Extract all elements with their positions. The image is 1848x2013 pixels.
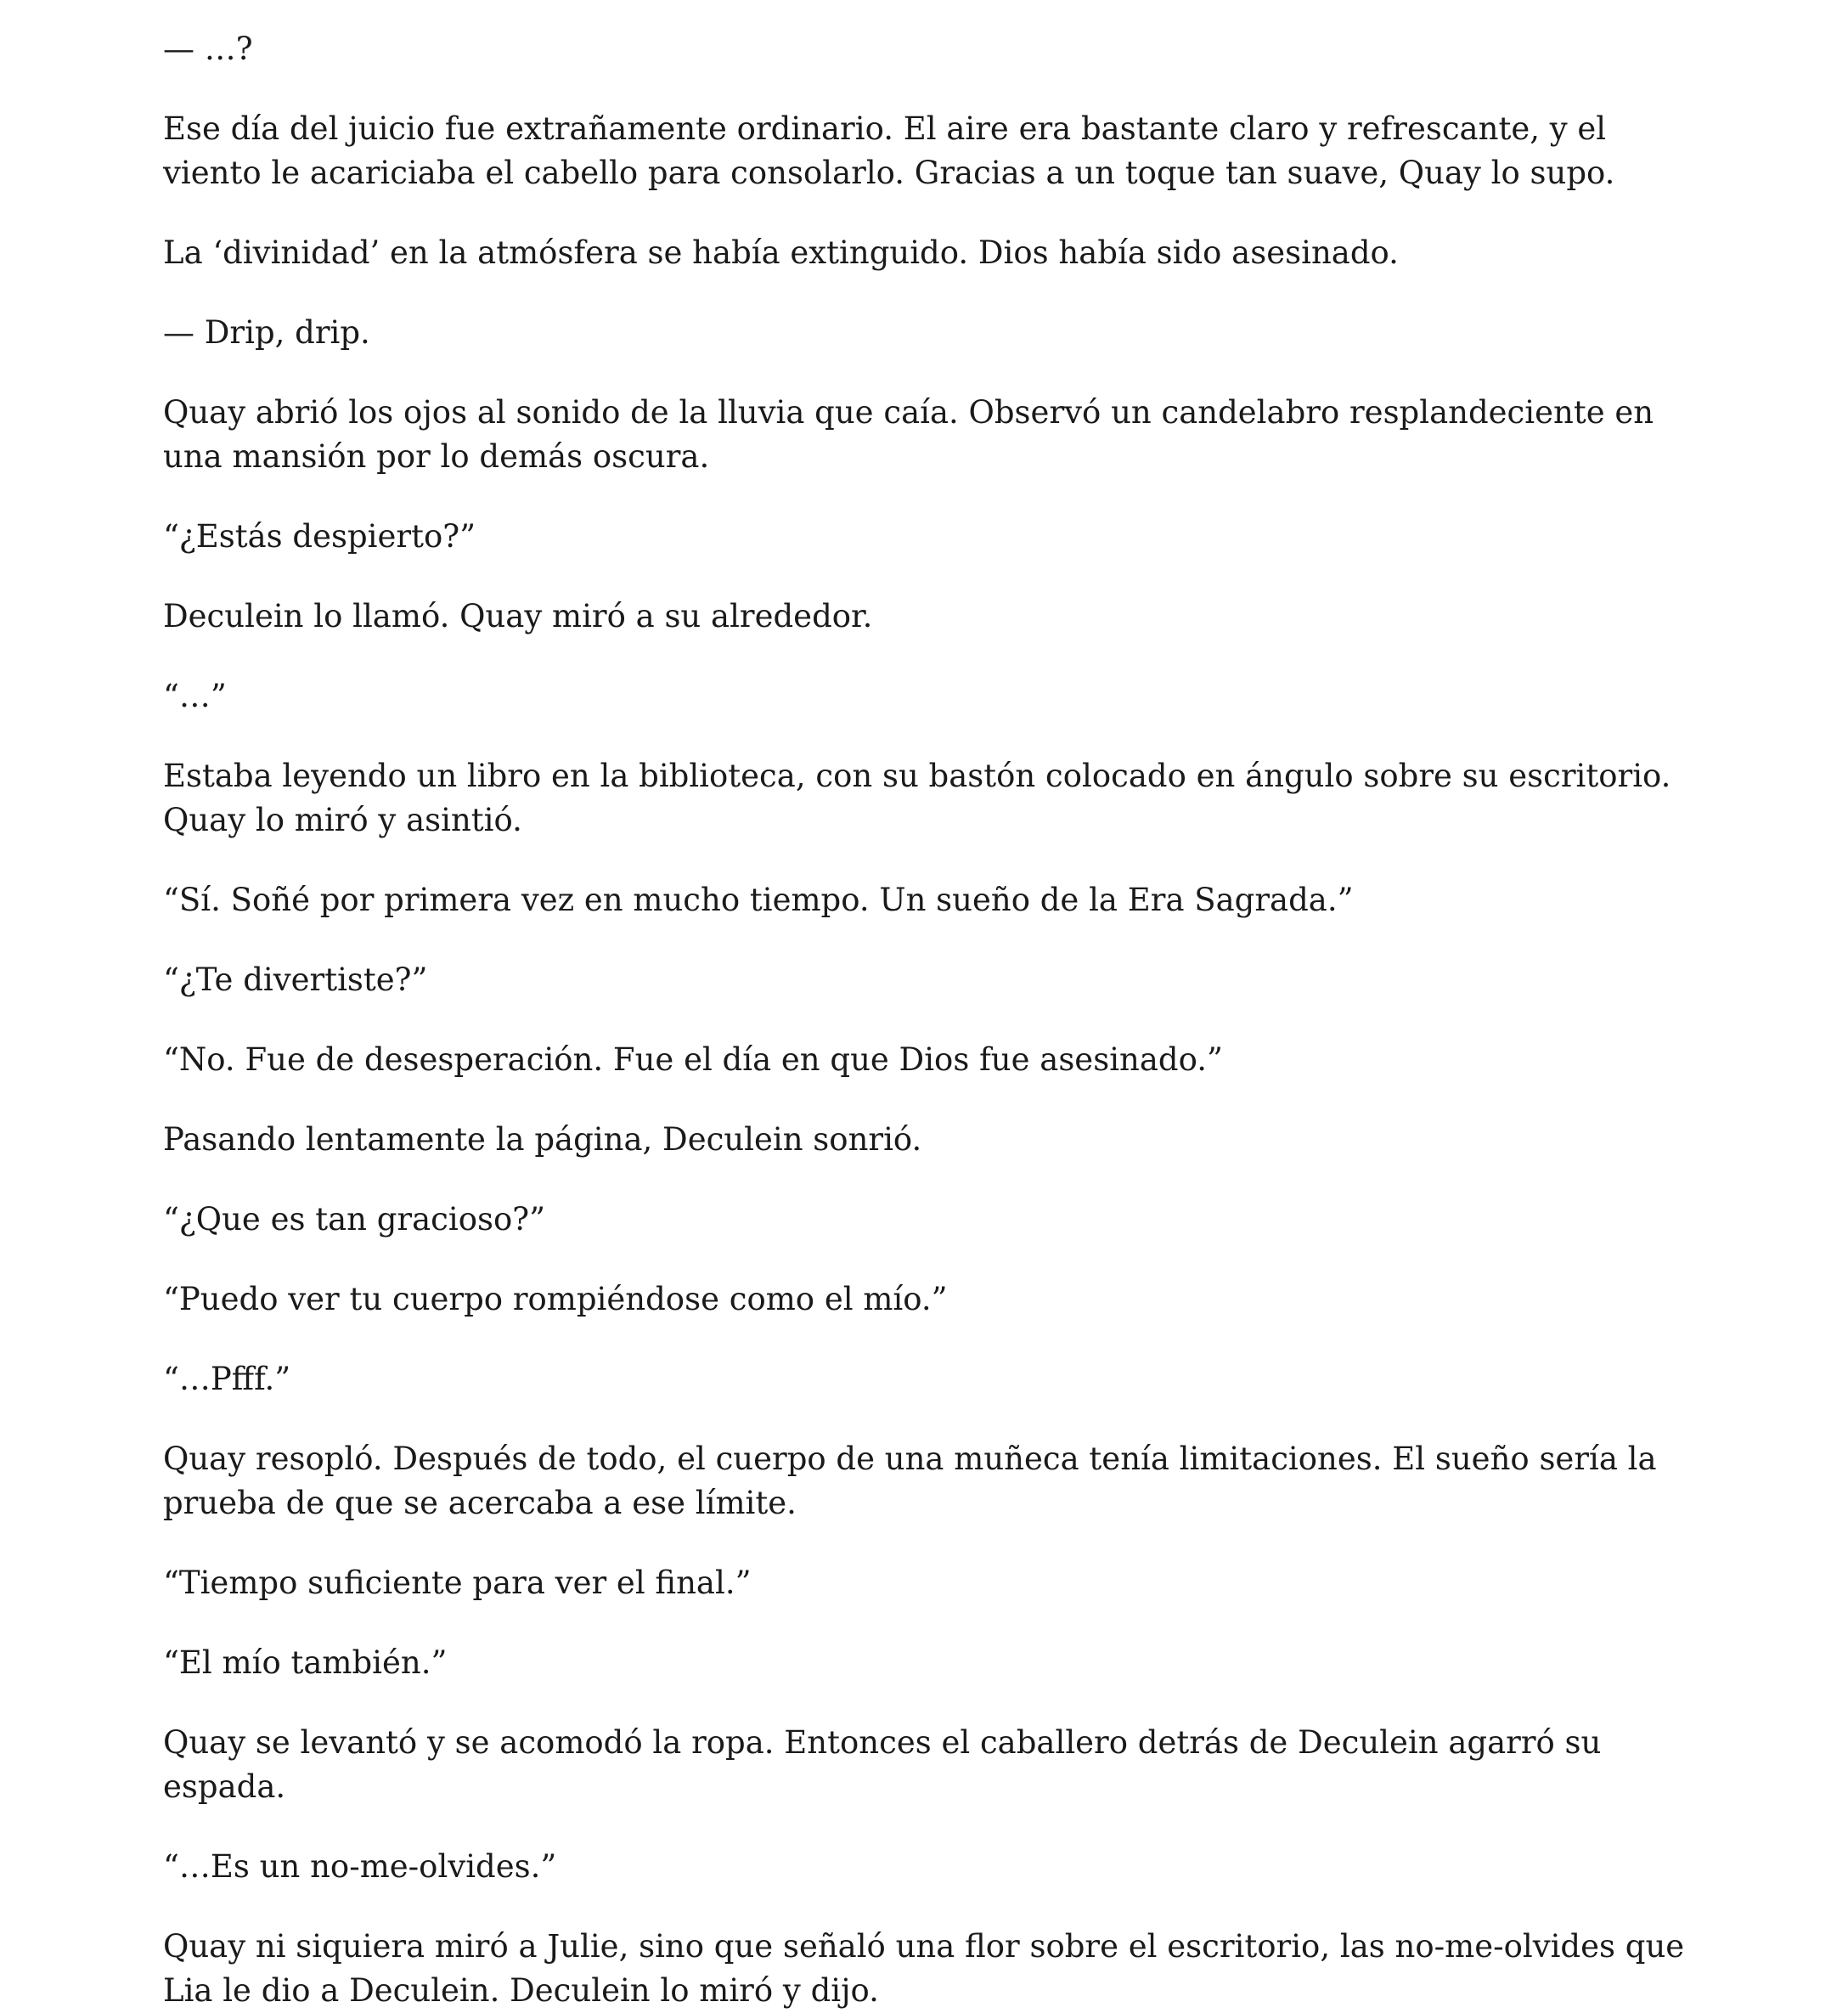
paragraph: — …?	[163, 31, 253, 67]
paragraph: Quay ni siquiera miró a Julie, sino que señaló una flor sobre el escritorio, las no-me-olvides que Lia le dio a Deculein. Deculein lo miró y dijo.	[163, 1928, 1685, 2009]
paragraph: Quay abrió los ojos al sonido de la lluvia que caía. Observó un candelabro resplandeciente en una mansión por lo demás oscura.	[163, 394, 1654, 475]
paragraph: “Tiempo suficiente para ver el final.”	[163, 1565, 752, 1601]
paragraph: “…Pfff.”	[163, 1361, 291, 1397]
paragraph: — Drip, drip.	[163, 314, 370, 351]
paragraph: “El mío también.”	[163, 1644, 448, 1681]
paragraph: Pasando lentamente la página, Deculein sonrió.	[163, 1121, 922, 1158]
paragraph: Quay se levantó y se acomodó la ropa. Entonces el caballero detrás de Deculein agarró su espada.	[163, 1724, 1602, 1805]
paragraph: “¿Que es tan gracioso?”	[163, 1201, 546, 1238]
paragraph: Quay resopló. Después de todo, el cuerpo de una muñeca tenía limitaciones. El sueño sería la prueba de que se acercaba a ese límite.	[163, 1441, 1657, 1521]
paragraph: Ese día del juicio fue extrañamente ordinario. El aire era bastante claro y refrescante, y el viento le acariciaba el cabello para consolarlo. Gracias a un toque tan suave, Quay lo supo.	[163, 110, 1615, 191]
paragraph: “No. Fue de desesperación. Fue el día en que Dios fue asesinado.”	[163, 1041, 1223, 1078]
paragraph: “¿Estás despierto?”	[163, 518, 476, 555]
paragraph: “…Es un no-me-olvides.”	[163, 1848, 557, 1885]
paragraph: Estaba leyendo un libro en la biblioteca, con su bastón colocado en ángulo sobre su escritorio. Quay lo miró y asintió.	[163, 758, 1671, 838]
paragraph: “Puedo ver tu cuerpo rompiéndose como el mío.”	[163, 1281, 948, 1317]
document-body	[163, 27, 1709, 2013]
paragraph: “…”	[163, 678, 227, 714]
paragraph: “¿Te divertiste?”	[163, 961, 428, 998]
paragraph: Deculein lo llamó. Quay miró a su alrededor.	[163, 598, 873, 634]
paragraph: “Sí. Soñé por primera vez en mucho tiempo. Un sueño de la Era Sagrada.”	[163, 882, 1354, 918]
paragraph: La ‘divinidad’ en la atmósfera se había extinguido. Dios había sido asesinado.	[163, 234, 1399, 271]
